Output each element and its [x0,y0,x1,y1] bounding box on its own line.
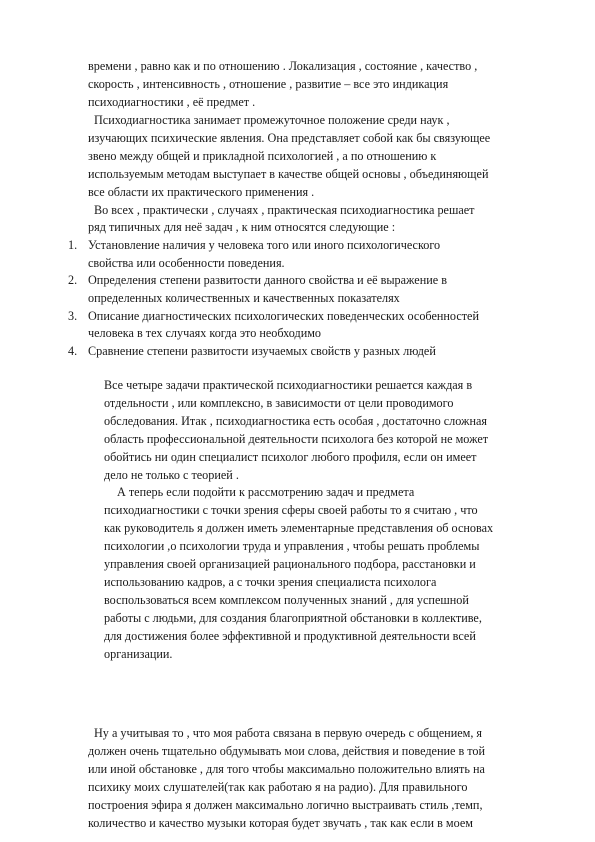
paragraph-6-line: построения эфира я должен максимально логично выстраивать стиль ,темп, [88,798,483,812]
paragraph-5-line: использованию кадров, а с точки зрения специалиста психолога [104,575,437,589]
paragraph-4-line: отдельности , или комплексно, в зависимости от цели проводимого [104,396,454,410]
paragraph-1-line: скорость , интенсивность , отношение , развитие – все это индикация [88,77,449,91]
task-number: 1. [68,238,78,252]
task-text: свойства или особенности поведения. [88,256,285,270]
paragraph-2-line: все области их практического применения . [88,185,315,199]
paragraph-5-line: для достижения более эффективной и продуктивной деятельности всей [104,629,476,643]
task-number: 3. [68,309,78,323]
paragraph-4-line: обойтись ни один специалист психолог любого профиля, если он имеет [104,450,477,464]
paragraph-3-line: Во всех , практически , случаях , практическая психодиагностика решает [94,203,475,217]
paragraph-2-line: звено между общей и прикладной психологией , а по отношению к [88,149,437,163]
task-number: 4. [68,344,78,358]
paragraph-5-line: как руководитель я должен иметь элементарные представления об основах [104,521,494,535]
task-text: определенных количественных и качественных показателях [88,291,400,305]
task-number: 2. [68,273,78,287]
paragraph-5-line: А теперь если подойти к рассмотрению задач и предмета [117,485,415,499]
paragraph-5-line: организации. [104,647,173,661]
paragraph-6-line: Ну а учитывая то , что моя работа связана в первую очередь с общением, я [94,726,483,740]
task-text: Сравнение степени развитости изучаемых свойств у разных людей [88,344,436,358]
paragraph-5-line: психодиагностики с точки зрения сферы своей работы то я считаю , что [104,503,478,517]
paragraph-2-line: Психодиагностика занимает промежуточное положение среди наук , [94,113,450,127]
paragraph-1-line: времени , равно как и по отношению . Локализация , состояние , качество , [88,59,478,73]
paragraph-2-line: используемым методам выступает в качестве общей основы , объединяющей [88,167,489,181]
paragraph-5-line: психологии ,о психологии труда и управления , чтобы решать проблемы [104,539,480,553]
paragraph-6-line: или иной обстановке , для того чтобы максимально положительно влиять на [88,762,485,776]
paragraph-4-line: обследования. Итак , психодиагностика есть особая , достаточно сложная [104,414,488,428]
paragraph-4-line: область профессиональной деятельности психолога без которой не может [104,432,489,446]
paragraph-5-line: управления своей организацией рационального подбора, расстановки и [104,557,476,571]
paragraph-5-line: воспользоваться всем комплексом полученных знаний , для успешной [104,593,469,607]
paragraph-4-line: дело не только с теорией . [104,468,239,482]
task-text: Определения степени развитости данного свойства и её выражение в [88,273,447,287]
paragraph-1-line: психодиагностики , её предмет . [88,95,256,109]
paragraph-3-line: ряд типичных для неё задач , к ним относятся следующие : [88,220,396,234]
task-text: Установление наличия у человека того или иного психологического [88,238,441,252]
paragraph-4-line: Все четыре задачи практической психодиагностики решается каждая в [104,378,473,392]
paragraph-6-line: психику моих слушателей(так как работаю я на радио). Для правильного [88,780,468,794]
paragraph-2-line: изучающих психические явления. Она представляет собой как бы связующее [88,131,491,145]
paragraph-5-line: работы с людьми, для создания благоприятной обстановки в коллективе, [104,611,482,625]
paragraph-6-line: количество и качество музыки которая будет звучать , так как если в моем [88,816,473,830]
task-text: Описание диагностических психологических поведенческих особенностей [88,309,479,323]
paragraph-6-line: должен очень тщательно обдумывать мои слова, действия и поведение в той [88,744,486,758]
task-text: человека в тех случаях когда это необходимо [88,326,322,340]
